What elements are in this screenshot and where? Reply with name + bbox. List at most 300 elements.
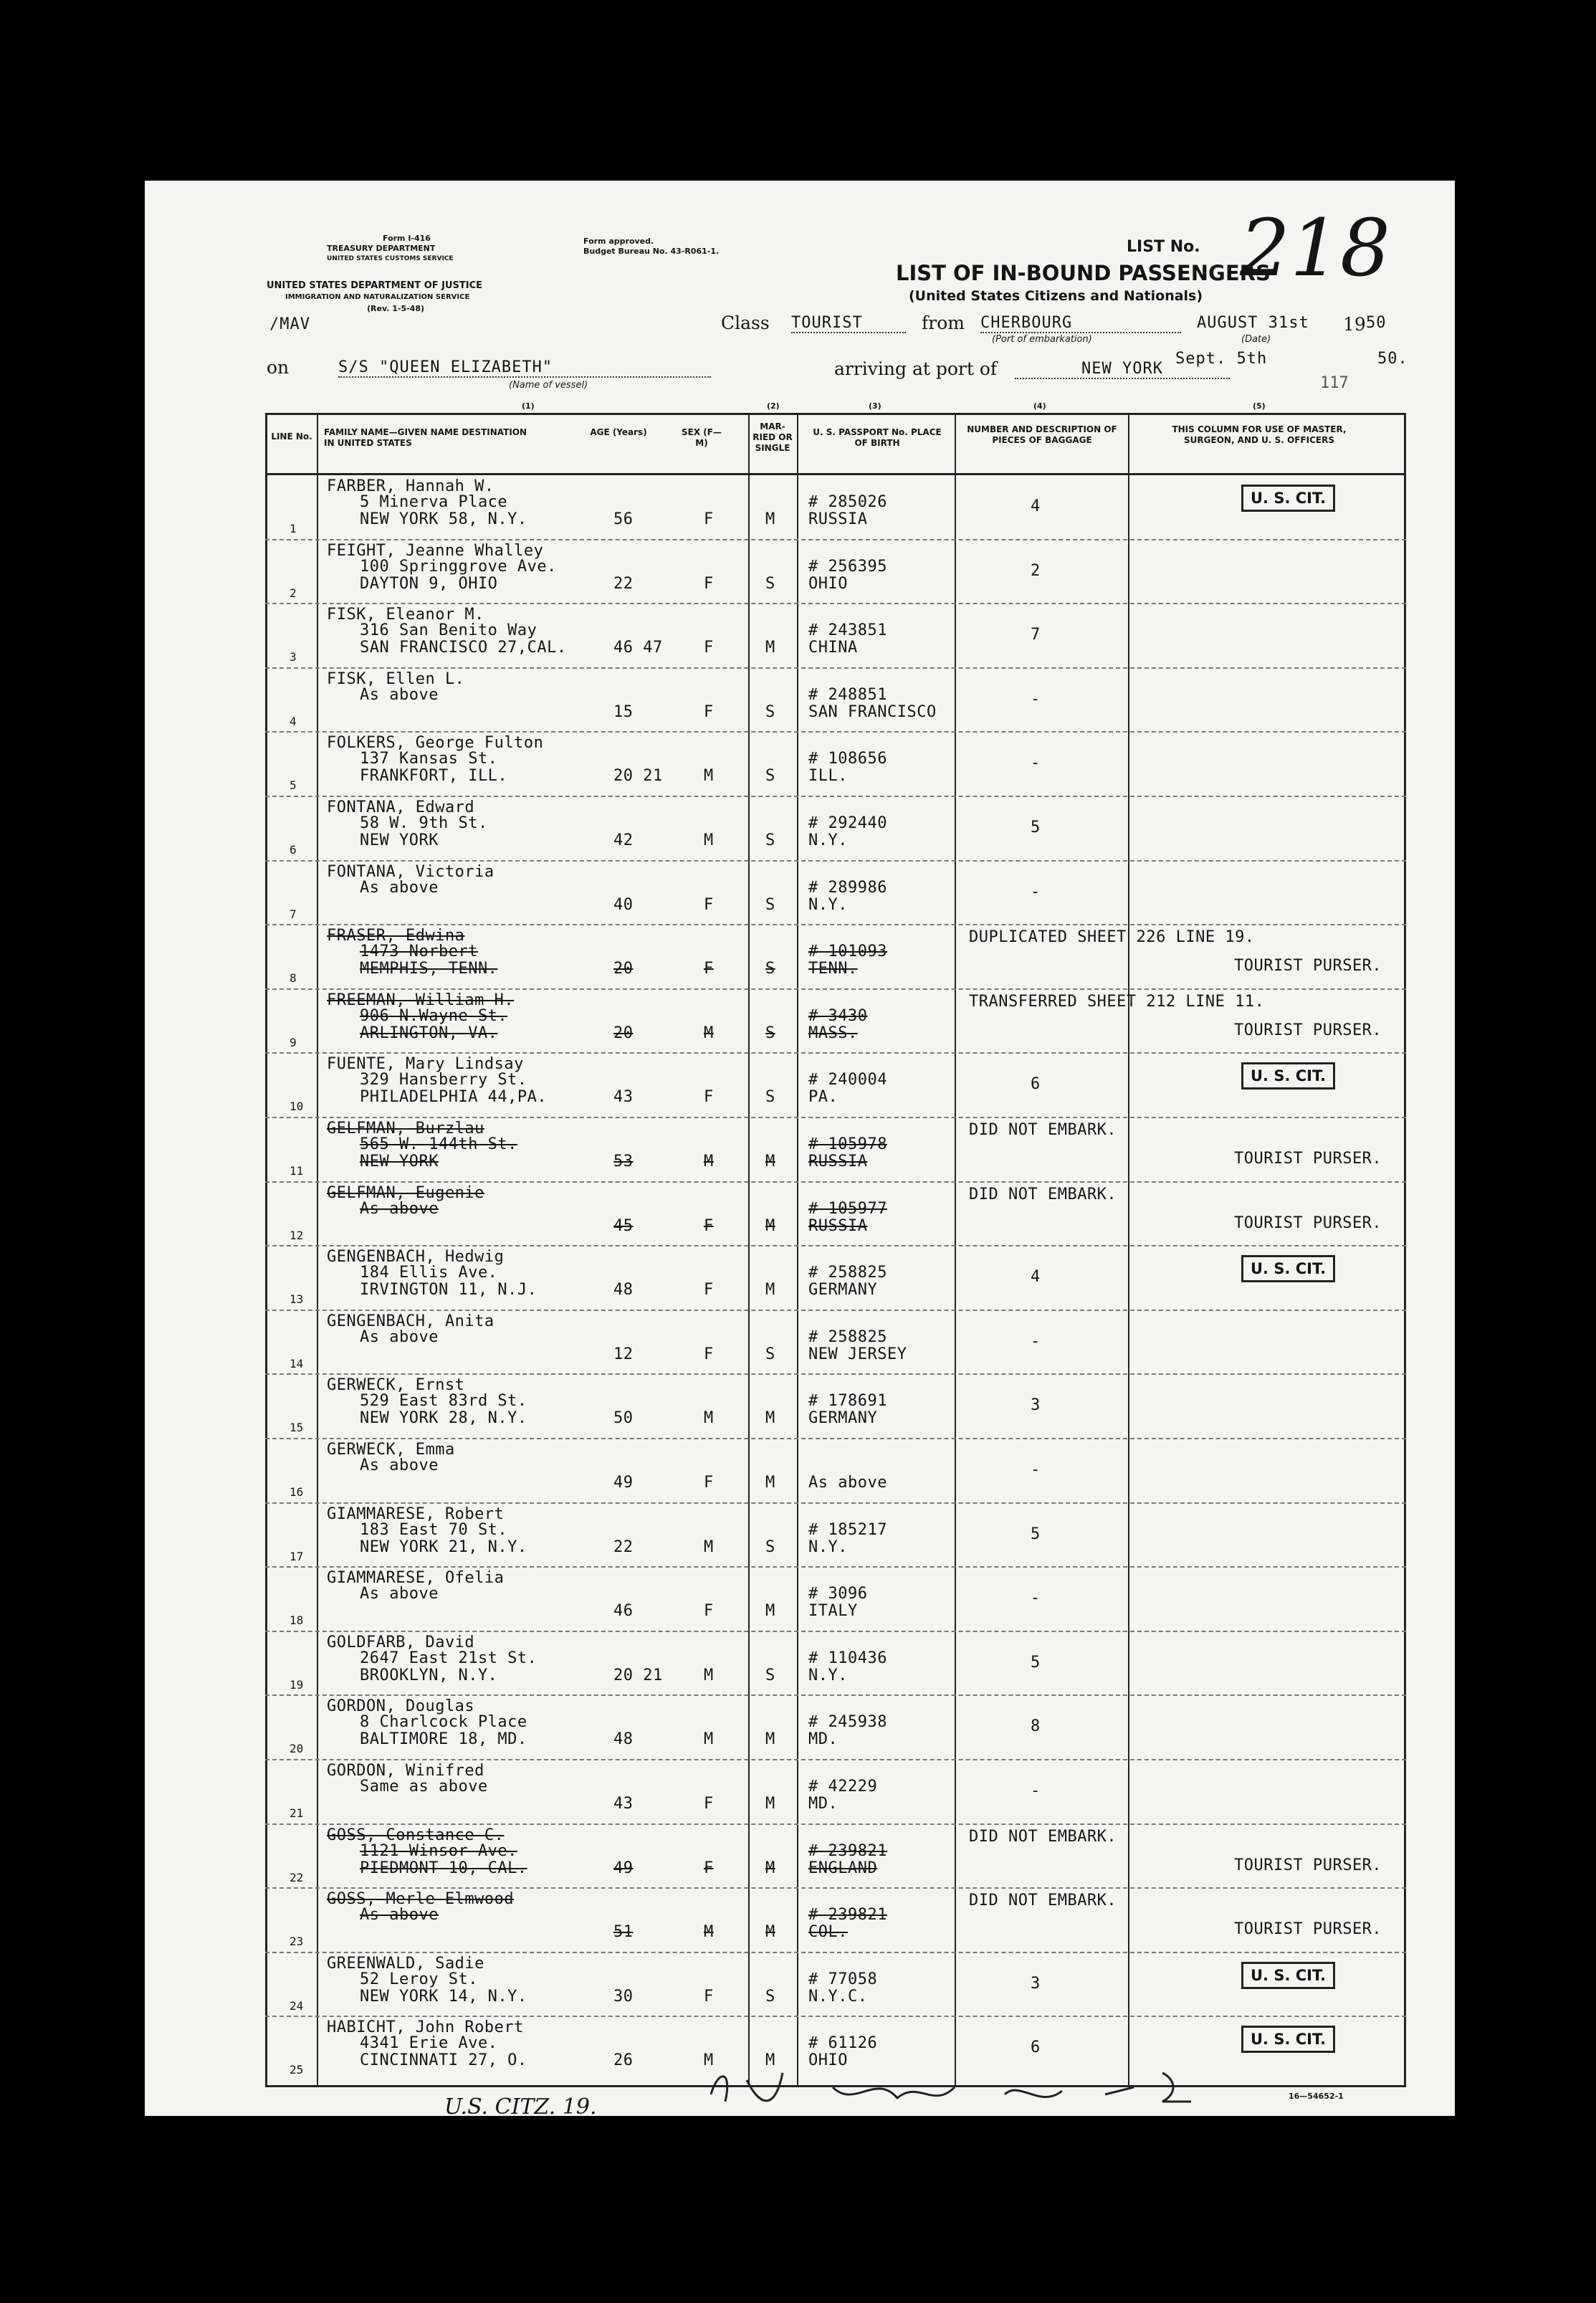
place-of-birth: N.Y.C. [808,1987,868,2006]
line-number: 22 [290,1870,304,1884]
marital-status: M [765,1795,775,1813]
destination-line: NEW YORK 14, N.Y. [360,1987,527,2006]
baggage-count: - [1031,882,1041,901]
row-divider [265,860,1406,862]
place-of-birth: ITALY [808,1602,858,1621]
destination-line: IRVINGTON 11, N.J. [360,1281,537,1300]
age-value: 48 [613,1730,634,1749]
baggage-count: - [1031,690,1041,708]
baggage-count: - [1031,1782,1041,1800]
baggage-count: 5 [1031,1653,1041,1672]
officer-note: DUPLICATED SHEET 226 LINE 19. [969,928,1255,947]
place-of-birth: GERMANY [808,1281,878,1300]
age-value: 26 [613,2051,634,2070]
age-value: 20 21 [613,1666,663,1684]
baggage-count: 5 [1031,1525,1041,1543]
passenger-name: GOLDFARB, David [327,1633,475,1651]
passenger-name: FUENTE, Mary Lindsay [327,1055,524,1074]
col-num-4: (4) [1033,401,1046,411]
col-header-married: MAR-RIED OR SINGLE [752,421,793,453]
date-caption: (Date) [1241,334,1271,345]
sex-value: M [704,1024,714,1042]
marital-status: M [765,1281,775,1300]
officer-note: DID NOT EMBARK. [969,1121,1117,1139]
marital-status: M [765,1730,775,1749]
destination-line: BROOKLYN, N.Y. [360,1666,498,1684]
passport-number: # 3430 [808,1006,868,1025]
line-number: 23 [290,1935,304,1949]
purser-note: TOURIST PURSER. [1234,957,1382,976]
marital-status: M [765,1409,775,1428]
address-line: 8 Charlcock Place [360,1713,527,1732]
sex-value: M [704,1730,714,1749]
form-code: 16—54652-1 [1289,2092,1344,2101]
marital-status: S [765,1987,775,2006]
passenger-name: GOSS, Constance C. [327,1826,505,1844]
passenger-name: FONTANA, Edward [327,798,475,816]
sex-value: F [704,1795,714,1813]
passport-number: # 245938 [808,1713,887,1732]
address-line: 565 W. 144th St. [360,1135,517,1153]
marital-status: S [765,1537,775,1556]
place-of-birth: PA. [808,1088,838,1107]
row-divider [265,1502,1406,1504]
passport-number: # 258825 [808,1327,887,1346]
sex-value: M [704,1537,714,1556]
class-label: Class [721,313,770,333]
arrival-port: NEW YORK [1015,360,1230,379]
arrival-year: 50. [1377,350,1408,368]
address-line: As above [360,685,439,704]
row-divider [265,1694,1406,1696]
sex-value: M [704,1666,714,1684]
sex-value: F [704,895,714,914]
age-value: 43 [613,1088,634,1107]
line-number: 6 [290,843,297,857]
address-line: 1473 Norbert [360,943,478,961]
passenger-name: GENGENBACH, Anita [327,1312,494,1330]
arriving-label: arriving at port of [834,358,998,379]
address-line: 184 Ellis Ave. [360,1264,498,1282]
place-of-birth: MD. [808,1795,838,1813]
place-of-birth: RUSSIA [808,1153,868,1170]
port-caption: (Port of embarkation) [992,334,1092,345]
address-line: Same as above [360,1778,488,1796]
on-label: on [267,357,290,378]
baggage-count: 4 [1031,497,1041,515]
passenger-name: FARBER, Hannah W. [327,477,494,495]
destination-line: NEW YORK 28, N.Y. [360,1409,527,1428]
place-of-birth: RUSSIA [808,510,868,528]
col-rule-2 [748,413,750,2087]
passport-number: # 240004 [808,1071,887,1089]
passenger-name: GENGENBACH, Hedwig [327,1248,505,1267]
line-number: 16 [290,1485,304,1499]
marital-status: M [765,510,775,528]
place-of-birth: NEW JERSEY [808,1345,907,1363]
col-num-1: (1) [522,401,535,411]
row-divider [265,924,1406,925]
purser-note: TOURIST PURSER. [1234,1150,1382,1168]
passenger-name: FONTANA, Victoria [327,862,494,881]
passport-number: # 248851 [808,685,887,704]
purser-note: TOURIST PURSER. [1234,1021,1382,1039]
destination-line: PHILADELPHIA 44,PA. [360,1088,548,1107]
line-number: 4 [290,714,297,728]
destination-line: PIEDMONT 10, CAL. [360,1859,527,1877]
marital-status: M [765,1859,775,1877]
line-number: 9 [290,1035,297,1049]
row-divider [265,731,1406,733]
col-num-2: (2) [767,401,780,411]
col-rule-3 [797,413,798,2087]
destination-line: MEMPHIS, TENN. [360,960,498,978]
row-divider [265,603,1406,604]
justice-dept: UNITED STATES DEPARTMENT OF JUSTICE [267,280,483,291]
from-label: from [922,313,965,333]
col-header-age: AGE (Years) [590,427,647,437]
address-line: 100 Springgrove Ave. [360,557,557,576]
address-line: As above [360,878,439,897]
year-prefix: 19 [1343,314,1366,335]
sex-value: F [704,1859,714,1877]
revision: (Rev. 1-5-48) [367,304,425,313]
age-value: 51 [613,1923,634,1942]
marital-status: S [765,702,775,721]
officer-note: TRANSFERRED SHEET 212 LINE 11. [969,992,1265,1011]
marital-status: S [765,831,775,849]
address-line: As above [360,1456,439,1474]
row-divider [265,1631,1406,1632]
passport-number: # 61126 [808,2034,878,2053]
us-citizen-stamp: U. S. CIT. [1241,2026,1335,2053]
place-of-birth: TENN. [808,960,858,978]
mav-mark: /MAV [269,315,310,333]
page-title: LIST OF IN-BOUND PASSENGERS [896,261,1271,285]
marital-status: S [765,1024,775,1042]
destination-line: NEW YORK [360,831,439,849]
baggage-count: - [1031,1589,1041,1608]
marital-status: S [765,1088,775,1107]
marital-status: M [765,1216,775,1235]
marital-status: M [765,1602,775,1621]
us-citizen-stamp: U. S. CIT. [1241,1062,1335,1089]
age-value: 49 [613,1859,634,1877]
form-approved: Form approved. [583,237,654,246]
place-of-birth: GERMANY [808,1409,878,1428]
passenger-name: FISK, Eleanor M. [327,606,484,624]
age-value: 12 [613,1345,634,1363]
address-line: 906 N.Wayne St. [360,1006,508,1025]
row-divider [265,1373,1406,1375]
line-number: 10 [290,1100,304,1114]
place-of-birth: N.Y. [808,895,848,914]
us-citizen-stamp: U. S. CIT. [1241,485,1335,512]
sex-value: M [704,1409,714,1428]
address-line: 58 W. 9th St. [360,814,488,832]
line-number: 11 [290,1164,304,1178]
sex-value: F [704,1216,714,1235]
row-divider [265,1823,1406,1825]
passport-number: # 258825 [808,1264,887,1282]
col-header-baggage: NUMBER AND DESCRIPTION OF PIECES OF BAGGAGE [967,424,1117,445]
sex-value: M [704,831,714,849]
sex-value: F [704,1281,714,1300]
row-divider [265,796,1406,797]
passenger-name: FEIGHT, Jeanne Whalley [327,541,544,560]
header-rule [265,473,1406,475]
line-number: 13 [290,1292,304,1307]
address-line: 1121 Winsor Ave. [360,1841,517,1860]
row-divider [265,1310,1406,1311]
passport-number: # 185217 [808,1520,887,1539]
passport-number: # 42229 [808,1778,878,1796]
marital-status: M [765,1474,775,1492]
address-line: 4341 Erie Ave. [360,2034,498,2053]
year-value: 50 [1366,314,1387,332]
passenger-name: FREEMAN, William H. [327,991,515,1009]
row-divider [265,1438,1406,1439]
passenger-name: GORDON, Douglas [327,1697,475,1716]
line-number: 19 [290,1677,304,1692]
marital-status: S [765,895,775,914]
destination-line: SAN FRANCISCO 27,CAL. [360,639,567,657]
sex-value: F [704,1602,714,1621]
place-of-birth: CHINA [808,639,858,657]
col-rule-1 [317,413,318,2087]
age-value: 20 [613,1024,634,1042]
passport-number: # 101093 [808,943,887,961]
age-value: 22 [613,574,634,593]
sex-value: M [704,767,714,786]
destination-line: FRANKFORT, ILL. [360,767,508,786]
passport-number: # 285026 [808,493,887,511]
row-divider [265,1887,1406,1889]
marital-status: S [765,574,775,593]
line-number: 7 [290,907,297,921]
row-divider [265,1759,1406,1760]
treasury-dept: TREASURY DEPARTMENT [327,244,436,253]
baggage-count: 3 [1031,1396,1041,1415]
baggage-count: 8 [1031,1717,1041,1736]
address-line: As above [360,1906,439,1925]
row-divider [265,539,1406,540]
line-number: 2 [290,586,297,600]
sex-value: F [704,1474,714,1492]
line-number: 3 [290,650,297,664]
col-rule-5 [1128,413,1129,2087]
list-no-label: LIST No. [1127,238,1200,256]
age-value: 42 [613,831,634,849]
place-of-birth: N.Y. [808,1666,848,1684]
sex-value: F [704,1345,714,1363]
sex-value: F [704,960,714,978]
officer-note: DID NOT EMBARK. [969,1185,1117,1203]
port-of-embarkation: CHERBOURG [980,314,1181,333]
line-number: 14 [290,1356,304,1370]
age-value: 49 [613,1474,634,1492]
marital-status: M [765,1923,775,1942]
place-of-birth: N.Y. [808,831,848,849]
row-divider [265,1117,1406,1118]
age-value: 40 [613,895,634,914]
line-number: 8 [290,971,297,986]
destination-line: CINCINNATI 27, O. [360,2051,527,2070]
age-value: 22 [613,1537,634,1556]
stamp-number: 117 [1320,374,1349,392]
ins-service: IMMIGRATION AND NATURALIZATION SERVICE [285,293,470,301]
passenger-name: GERWECK, Ernst [327,1376,465,1395]
marital-status: S [765,767,775,786]
address-line: 5 Minerva Place [360,493,508,511]
embark-date: AUGUST 31st [1197,314,1309,332]
sex-value: F [704,702,714,721]
line-number: 1 [290,522,297,535]
address-line: As above [360,1199,439,1218]
officer-note: DID NOT EMBARK. [969,1827,1117,1846]
vessel-name: S/S "QUEEN ELIZABETH" [338,358,711,378]
sex-value: M [704,1153,714,1170]
baggage-count: 2 [1031,561,1041,580]
line-number: 24 [290,1998,304,2013]
line-number: 15 [290,1421,304,1435]
address-line: 529 East 83rd St. [360,1392,527,1411]
manifest-page [145,181,1455,2120]
place-of-birth: SAN FRANCISCO [808,702,937,721]
vessel-caption: (Name of vessel) [509,380,588,391]
age-value: 43 [613,1795,634,1813]
passenger-name: GELFMAN, Eugenie [327,1183,484,1202]
address-line: 52 Leroy St. [360,1970,478,1988]
us-citizen-stamp: U. S. CIT. [1241,1255,1335,1282]
passenger-name: HABICHT, John Robert [327,2018,524,2037]
destination-line: NEW YORK 21, N.Y. [360,1537,527,1556]
baggage-count: - [1031,1461,1041,1479]
baggage-count: 6 [1031,1075,1041,1094]
address-line: 183 East 70 St. [360,1520,508,1539]
address-line: 2647 East 21st St. [360,1649,537,1667]
address-line: 137 Kansas St. [360,750,498,768]
age-value: 15 [613,702,634,721]
marital-status: M [765,1153,775,1170]
marital-status: S [765,1666,775,1684]
place-of-birth: MASS. [808,1024,858,1042]
baggage-count: - [1031,1332,1041,1350]
sex-value: M [704,1923,714,1942]
col-num-3: (3) [869,401,881,411]
purser-note: TOURIST PURSER. [1234,1920,1382,1939]
age-value: 20 21 [613,767,663,786]
place-of-birth: As above [808,1474,887,1492]
sex-value: F [704,574,714,593]
list-number: 218 [1240,202,1390,294]
marital-status: M [765,2051,775,2070]
row-divider [265,1052,1406,1054]
passenger-name: GORDON, Winifred [327,1762,484,1780]
place-of-birth: MD. [808,1730,838,1749]
age-value: 45 [613,1216,634,1235]
age-value: 56 [613,510,634,528]
page-subtitle: (United States Citizens and Nationals) [909,288,1203,304]
place-of-birth: OHIO [808,574,848,593]
arrival-date: Sept. 5th [1175,350,1268,368]
baggage-count: 5 [1031,819,1041,836]
place-of-birth: OHIO [808,2051,848,2070]
passport-number: # 289986 [808,878,887,897]
baggage-count: 3 [1031,1974,1041,1993]
marital-status: M [765,639,775,657]
customs-service: UNITED STATES CUSTOMS SERVICE [327,255,454,262]
age-value: 46 [613,1602,634,1621]
place-of-birth: ENGLAND [808,1859,878,1877]
passenger-name: GERWECK, Emma [327,1441,455,1459]
address-line: As above [360,1327,439,1346]
line-number: 20 [290,1742,304,1756]
passport-number: # 239821 [808,1906,887,1925]
passport-number: # 110436 [808,1649,887,1667]
age-value: 20 [613,960,634,978]
baggage-count: 4 [1031,1268,1041,1287]
destination-line: DAYTON 9, OHIO [360,574,498,593]
line-number: 21 [290,1806,304,1820]
baggage-count: - [1031,754,1041,773]
destination-line: NEW YORK [360,1153,439,1170]
col-header-sex: SEX (F—M) [682,427,722,448]
line-number: 17 [290,1549,304,1563]
row-divider [265,1181,1406,1183]
col-rule-4 [955,413,956,2087]
passport-number: # 105977 [808,1199,887,1218]
marital-status: S [765,1345,775,1363]
budget-number: Budget Bureau No. 43-R061-1. [583,247,720,256]
passenger-name: GOSS, Merle Elmwood [327,1890,515,1909]
destination-line: ARLINGTON, VA. [360,1024,498,1042]
row-divider [265,1566,1406,1568]
passenger-name: GREENWALD, Sadie [327,1954,484,1973]
officer-note: DID NOT EMBARK. [969,1892,1117,1910]
age-value: 50 [613,1409,634,1428]
col-header-name: FAMILY NAME—GIVEN NAME DESTINATION IN UNITED STATES [324,427,527,448]
passenger-name: GELFMAN, Burzlau [327,1120,484,1138]
line-number: 25 [290,2063,304,2077]
place-of-birth: COL. [808,1923,848,1942]
passenger-name: GIAMMARESE, Ofelia [327,1569,505,1588]
passport-number: # 105978 [808,1135,887,1153]
passport-number: # 3096 [808,1585,868,1603]
baggage-count: 6 [1031,2039,1041,2057]
passenger-name: FISK, Ellen L. [327,669,465,688]
sex-value: M [704,2051,714,2070]
row-divider [265,667,1406,669]
place-of-birth: ILL. [808,767,848,786]
destination-line: BALTIMORE 18, MD. [360,1730,527,1749]
passport-number: # 178691 [808,1392,887,1411]
form-number: Form I-416 [383,234,431,243]
age-value: 30 [613,1987,634,2006]
baggage-count: 7 [1031,626,1041,644]
row-divider [265,1952,1406,1953]
line-number: 5 [290,778,297,793]
age-value: 46 47 [613,639,663,657]
passenger-name: FOLKERS, George Fulton [327,734,544,753]
sex-value: F [704,1088,714,1107]
place-of-birth: N.Y. [808,1537,848,1556]
place-of-birth: RUSSIA [808,1216,868,1235]
class-value: TOURIST [791,314,906,333]
col-header-passport: U. S. PASSPORT No. PLACE OF BIRTH [813,427,942,448]
us-citizen-stamp: U. S. CIT. [1241,1962,1335,1989]
passport-number: # 239821 [808,1841,887,1860]
